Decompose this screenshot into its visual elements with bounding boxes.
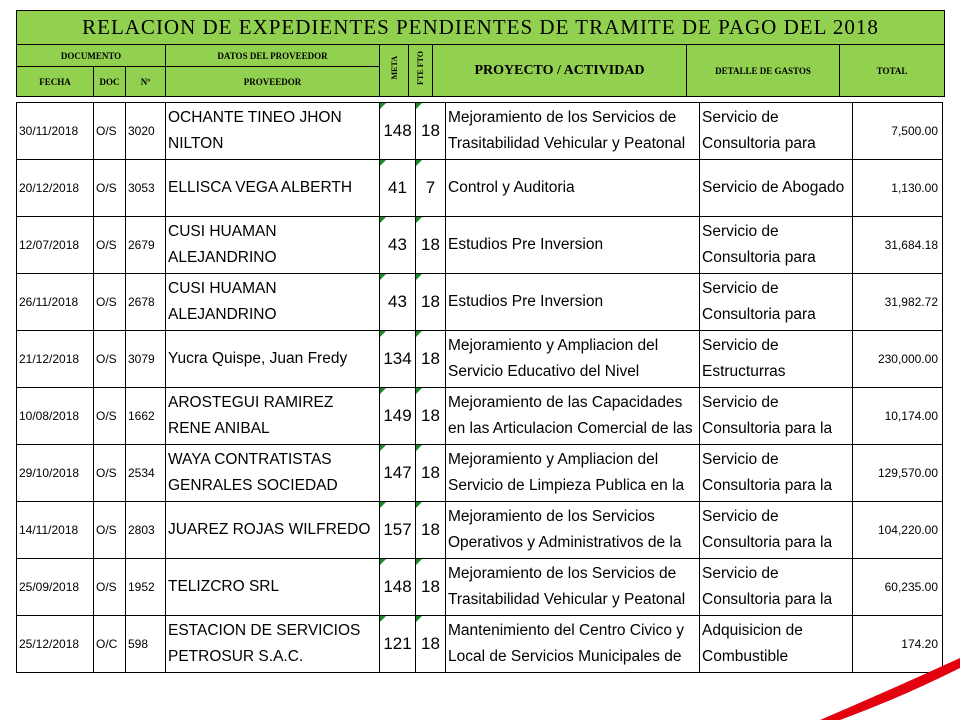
comment-marker-icon (380, 274, 386, 280)
meta-cell-text: 148 (383, 121, 412, 140)
fte-cell-text: 18 (421, 235, 440, 254)
total-cell (853, 502, 943, 559)
table-row (17, 103, 943, 160)
meta-header-label: META (389, 56, 399, 80)
fte-cell (416, 274, 446, 331)
report-title: RELACION DE EXPEDIENTES PENDIENTES DE TRAMITE DE PAGO DEL 2018 (17, 11, 945, 45)
meta-cell-text: 134 (383, 349, 412, 368)
total-cell-text: 60,235.00 (884, 580, 938, 594)
doc-cell-text: O/S (96, 238, 117, 252)
fecha-cell-text: 14/11/2018 (19, 523, 79, 537)
fte-cell-text: 18 (421, 463, 440, 482)
detalle-cell-text: Servicio de Abogado (702, 179, 845, 196)
meta-cell (380, 103, 416, 160)
doc-cell-text: O/S (96, 124, 117, 138)
meta-cell-text: 43 (388, 292, 407, 311)
table-row (17, 616, 943, 673)
datos-proveedor-header: DATOS DEL PROVEEDOR (166, 45, 380, 67)
comment-marker-icon (380, 103, 386, 109)
detalle-cell-text: Servicio de Consultoria para la (702, 451, 833, 494)
proveedor-cell-text: OCHANTE TINEO JHON NILTON (168, 109, 342, 152)
detalle-cell (700, 217, 853, 274)
fecha-cell-text: 20/12/2018 (19, 181, 80, 195)
fte-cell (416, 445, 446, 502)
proyecto-cell (446, 616, 700, 673)
proveedor-cell-text: JUAREZ ROJAS WILFREDO (168, 521, 371, 538)
meta-cell-text: 43 (388, 235, 407, 254)
doc-cell (94, 331, 126, 388)
fecha-cell-text: 21/12/2018 (19, 352, 80, 366)
fecha-cell (17, 274, 94, 331)
detalle-cell (700, 274, 853, 331)
nro-cell-text: 2678 (128, 295, 155, 309)
detalle-cell (700, 103, 853, 160)
detalle-cell-text: Adquisicion de Combustible (702, 622, 803, 665)
fte-cell-text: 18 (421, 577, 440, 596)
meta-cell-text: 149 (383, 406, 412, 425)
nro-cell-text: 3079 (128, 352, 155, 366)
proveedor-cell-text: CUSI HUAMAN ALEJANDRINO (168, 280, 277, 323)
proveedor-cell-text: ELLISCA VEGA ALBERTH (168, 179, 353, 196)
meta-cell (380, 616, 416, 673)
table-row (17, 445, 943, 502)
proveedor-cell (166, 103, 380, 160)
proyecto-cell-text: Mejoramiento de las Capacidades en las Articulacion Comercial de las (448, 394, 693, 437)
doc-cell (94, 445, 126, 502)
proveedor-cell-text: AROSTEGUI RAMIREZ RENE ANIBAL (168, 394, 334, 437)
doc-header: DOC (94, 67, 126, 97)
comment-marker-icon (380, 217, 386, 223)
total-cell (853, 103, 943, 160)
nro-cell-text: 598 (128, 637, 149, 651)
fte-cell-text: 18 (421, 520, 440, 539)
comment-marker-icon (416, 274, 422, 280)
proyecto-cell (446, 559, 700, 616)
fecha-cell-text: 30/11/2018 (19, 124, 79, 138)
total-cell-text: 31,684.18 (884, 238, 938, 252)
meta-cell (380, 160, 416, 217)
meta-cell (380, 559, 416, 616)
comment-marker-icon (380, 331, 386, 337)
nro-header: Nº (126, 67, 166, 97)
total-cell-text: 129,570.00 (877, 466, 938, 480)
fte-cell-text: 18 (421, 349, 440, 368)
table-row (17, 502, 943, 559)
fecha-cell (17, 217, 94, 274)
nro-cell (126, 217, 166, 274)
comment-marker-icon (380, 445, 386, 451)
detalle-cell (700, 160, 853, 217)
doc-cell (94, 502, 126, 559)
doc-cell (94, 160, 126, 217)
nro-cell (126, 331, 166, 388)
fecha-cell (17, 559, 94, 616)
fte-cell-text: 18 (421, 406, 440, 425)
proveedor-header: PROVEEDOR (166, 67, 380, 97)
nro-cell-text: 3020 (128, 124, 155, 138)
detalle-cell (700, 331, 853, 388)
nro-cell-text: 2803 (128, 523, 155, 537)
detalle-cell-text: Servicio de Consultoria para (702, 223, 816, 266)
proyecto-cell (446, 103, 700, 160)
detalle-cell-text: Servicio de Consultoria para la (702, 508, 833, 551)
total-header: TOTAL (840, 45, 945, 97)
comment-marker-icon (380, 616, 386, 622)
comment-marker-icon (416, 103, 422, 109)
nro-cell (126, 559, 166, 616)
detalle-cell (700, 559, 853, 616)
fte-cell (416, 388, 446, 445)
total-cell (853, 559, 943, 616)
fte-cell (416, 160, 446, 217)
nro-cell-text: 1952 (128, 580, 155, 594)
proveedor-cell (166, 217, 380, 274)
fecha-cell (17, 445, 94, 502)
nro-cell-text: 2679 (128, 238, 155, 252)
expedientes-table (16, 102, 943, 673)
total-cell-text: 10,174.00 (884, 409, 938, 423)
fte-cell (416, 559, 446, 616)
fecha-cell-text: 25/12/2018 (19, 637, 80, 651)
fte-cell (416, 103, 446, 160)
total-cell-text: 7,500.00 (891, 124, 938, 138)
meta-cell (380, 388, 416, 445)
proyecto-cell-text: Estudios Pre Inversion (448, 236, 604, 253)
nro-cell (126, 616, 166, 673)
doc-cell (94, 217, 126, 274)
proyecto-cell (446, 502, 700, 559)
meta-cell (380, 217, 416, 274)
meta-cell-text: 148 (383, 577, 412, 596)
fecha-header: FECHA (17, 67, 94, 97)
proveedor-cell (166, 274, 380, 331)
total-cell (853, 160, 943, 217)
total-cell-text: 1,130.00 (891, 181, 938, 195)
nro-cell (126, 274, 166, 331)
meta-cell (380, 445, 416, 502)
detalle-cell-text: Servicio de Consultoria para la (702, 394, 833, 437)
nro-cell-text: 1662 (128, 409, 155, 423)
proveedor-cell (166, 331, 380, 388)
nro-cell-text: 2534 (128, 466, 155, 480)
detalle-cell-text: Servicio de Estructurras (702, 337, 786, 380)
meta-cell (380, 502, 416, 559)
total-cell-text: 174.20 (901, 637, 938, 651)
nro-cell (126, 445, 166, 502)
proyecto-cell-text: Mejoramiento y Ampliacion del Servicio Educativo del Nivel (448, 337, 659, 380)
detalle-cell (700, 445, 853, 502)
detalle-cell-text: Servicio de Consultoria para la (702, 565, 833, 608)
doc-cell-text: O/S (96, 352, 117, 366)
total-cell (853, 331, 943, 388)
proveedor-cell-text: Yucra Quispe, Juan Fredy (168, 350, 348, 367)
proyecto-header: PROYECTO / ACTIVIDAD (433, 45, 687, 97)
meta-cell (380, 274, 416, 331)
fte-cell (416, 331, 446, 388)
proveedor-cell (166, 616, 380, 673)
fte-cell-text: 7 (425, 178, 436, 197)
documento-header: DOCUMENTO (17, 45, 166, 67)
detalle-cell (700, 388, 853, 445)
fte-cell (416, 616, 446, 673)
comment-marker-icon (380, 559, 386, 565)
proyecto-cell (446, 274, 700, 331)
fte-cell-text: 18 (421, 121, 440, 140)
comment-marker-icon (416, 160, 422, 166)
proyecto-cell (446, 160, 700, 217)
fte-fto-header (409, 45, 433, 97)
proyecto-cell-text: Mantenimiento del Centro Civico y Local de Servicios Municipales de (448, 622, 685, 665)
doc-cell (94, 103, 126, 160)
table-row (17, 559, 943, 616)
proyecto-cell-text: Estudios Pre Inversion (448, 293, 604, 310)
proveedor-cell-text: CUSI HUAMAN ALEJANDRINO (168, 223, 277, 266)
fte-cell (416, 502, 446, 559)
proyecto-cell-text: Mejoramiento de los Servicios de Trasitabilidad Vehicular y Peatonal (448, 565, 686, 608)
comment-marker-icon (416, 217, 422, 223)
comment-marker-icon (380, 502, 386, 508)
doc-cell-text: O/S (96, 409, 117, 423)
table-row (17, 388, 943, 445)
fecha-cell (17, 616, 94, 673)
nro-cell-text: 3053 (128, 181, 155, 195)
table-row (17, 217, 943, 274)
proyecto-cell (446, 217, 700, 274)
table-row (17, 274, 943, 331)
total-cell (853, 217, 943, 274)
red-swoosh-decoration (820, 650, 960, 720)
proyecto-cell-text: Mejoramiento de los Servicios de Trasitabilidad Vehicular y Peatonal (448, 109, 686, 152)
detalle-header: DETALLE DE GASTOS (687, 45, 840, 97)
comment-marker-icon (416, 445, 422, 451)
total-cell-text: 104,220.00 (877, 523, 938, 537)
proveedor-cell-text: WAYA CONTRATISTAS GENRALES SOCIEDAD (168, 451, 338, 494)
nro-cell (126, 160, 166, 217)
proyecto-cell (446, 388, 700, 445)
fecha-cell (17, 160, 94, 217)
fecha-cell (17, 331, 94, 388)
nro-cell (126, 103, 166, 160)
fecha-cell-text: 12/07/2018 (19, 238, 80, 252)
fte-fto-header-label: FTE FTO (416, 51, 425, 85)
total-cell-text: 31,982.72 (884, 295, 938, 309)
proyecto-cell-text: Control y Auditoria (448, 179, 575, 196)
fecha-cell (17, 388, 94, 445)
proveedor-cell (166, 160, 380, 217)
proveedor-cell (166, 445, 380, 502)
doc-cell (94, 274, 126, 331)
total-cell (853, 388, 943, 445)
comment-marker-icon (416, 502, 422, 508)
fecha-cell (17, 502, 94, 559)
fte-cell-text: 18 (421, 292, 440, 311)
comment-marker-icon (416, 559, 422, 565)
proyecto-cell-text: Mejoramiento y Ampliacion del Servicio de Limpieza Publica en la (448, 451, 685, 494)
doc-cell (94, 388, 126, 445)
fecha-cell-text: 10/08/2018 (19, 409, 80, 423)
table-row (17, 160, 943, 217)
meta-header (380, 45, 409, 97)
proveedor-cell (166, 559, 380, 616)
proyecto-cell (446, 331, 700, 388)
comment-marker-icon (380, 160, 386, 166)
proveedor-cell (166, 502, 380, 559)
meta-cell-text: 147 (383, 463, 412, 482)
nro-cell (126, 388, 166, 445)
doc-cell-text: O/S (96, 523, 117, 537)
doc-cell (94, 616, 126, 673)
detalle-cell (700, 502, 853, 559)
doc-cell-text: O/S (96, 295, 117, 309)
proveedor-cell-text: ESTACION DE SERVICIOS PETROSUR S.A.C. (168, 622, 361, 665)
proyecto-cell (446, 445, 700, 502)
doc-cell-text: O/S (96, 181, 117, 195)
comment-marker-icon (416, 388, 422, 394)
proyecto-cell-text: Mejoramiento de los Servicios Operativos y Administrativos de la (448, 508, 682, 551)
fecha-cell (17, 103, 94, 160)
doc-cell-text: O/S (96, 466, 117, 480)
proveedor-cell (166, 388, 380, 445)
nro-cell (126, 502, 166, 559)
total-cell (853, 274, 943, 331)
meta-cell (380, 331, 416, 388)
fecha-cell-text: 26/11/2018 (19, 295, 79, 309)
fecha-cell-text: 25/09/2018 (19, 580, 80, 594)
proveedor-cell-text: TELIZCRO SRL (168, 578, 280, 595)
doc-cell-text: O/C (96, 637, 118, 651)
doc-cell-text: O/S (96, 580, 117, 594)
meta-cell-text: 41 (388, 178, 407, 197)
total-cell (853, 445, 943, 502)
doc-cell (94, 559, 126, 616)
fte-cell-text: 18 (421, 634, 440, 653)
fecha-cell-text: 29/10/2018 (19, 466, 80, 480)
table-row (17, 331, 943, 388)
header-table (16, 10, 945, 97)
fte-cell (416, 217, 446, 274)
detalle-cell-text: Servicio de Consultoria para (702, 280, 816, 323)
comment-marker-icon (416, 616, 422, 622)
detalle-cell-text: Servicio de Consultoria para (702, 109, 816, 152)
meta-cell-text: 121 (383, 634, 412, 653)
total-cell-text: 230,000.00 (877, 352, 938, 366)
comment-marker-icon (416, 331, 422, 337)
meta-cell-text: 157 (383, 520, 412, 539)
comment-marker-icon (380, 388, 386, 394)
